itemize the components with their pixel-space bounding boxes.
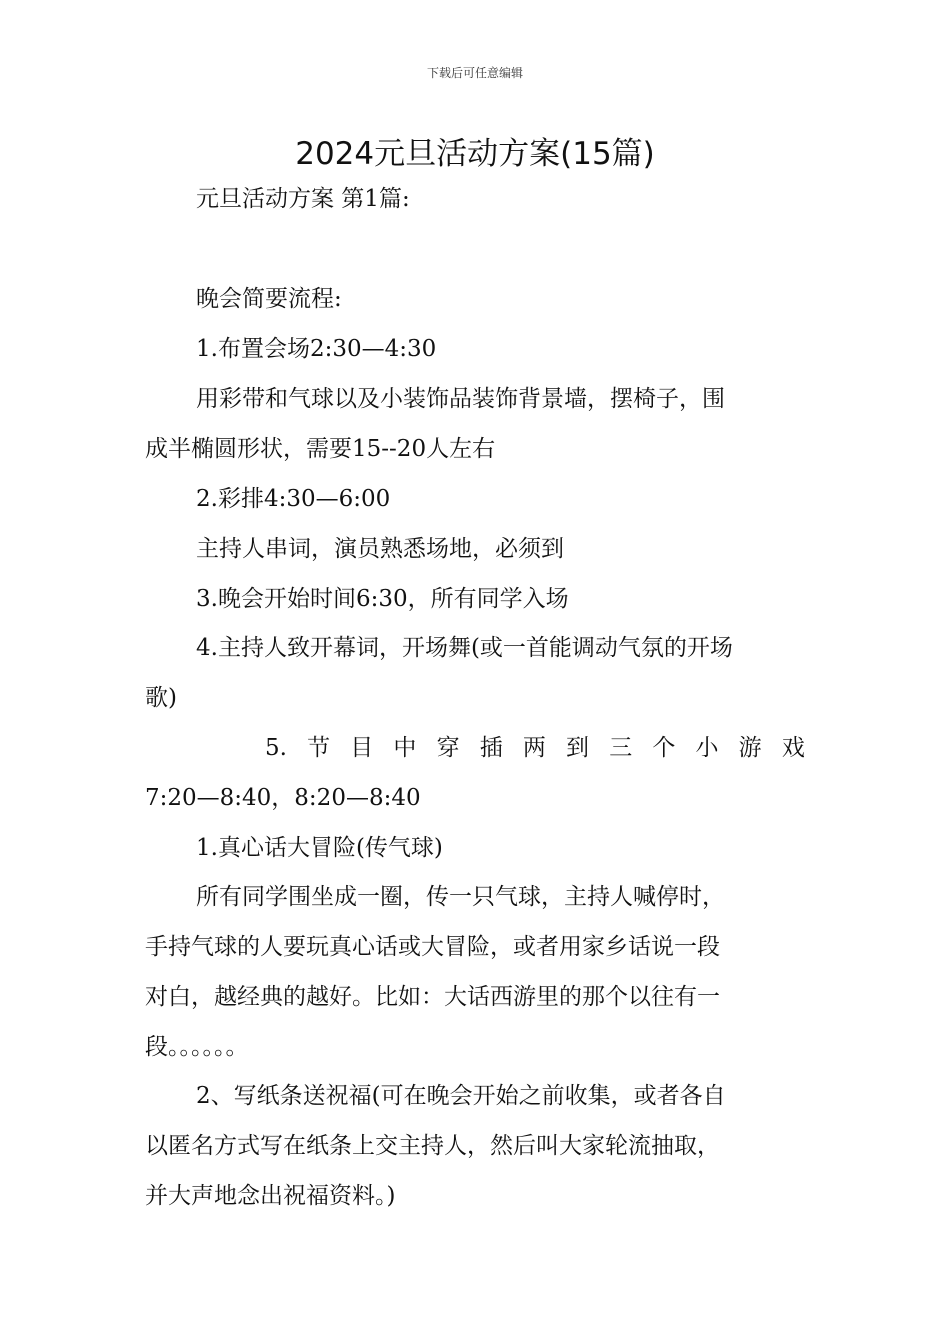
spaced-word: 目 — [350, 735, 374, 761]
section-heading: 元旦活动方案 第1篇: — [196, 186, 410, 212]
paragraph-line: 4.主持人致开幕词，开场舞(或一首能调动气氛的开场 — [196, 635, 733, 661]
spaced-word: 戏 — [781, 735, 805, 761]
spaced-word: 个 — [652, 735, 676, 761]
paragraph-line: 歌) — [145, 685, 177, 711]
paragraph-line: 以匿名方式写在纸条上交主持人，然后叫大家轮流抽取， — [145, 1133, 720, 1159]
spaced-word: 到 — [566, 735, 590, 761]
spaced-word: 小 — [695, 735, 719, 761]
spaced-word: 穿 — [436, 735, 460, 761]
spaced-paragraph-line — [145, 733, 805, 763]
paragraph-line: 段。。。。。。 — [145, 1034, 249, 1060]
paragraph-line: 1.真心话大冒险(传气球) — [196, 835, 443, 861]
paragraph-line: 所有同学围坐成一圈，传一只气球，主持人喊停时， — [196, 884, 725, 910]
spaced-word: 中 — [393, 735, 417, 761]
paragraph-line: 用彩带和气球以及小装饰品装饰背景墙，摆椅子，围 — [196, 386, 725, 412]
paragraph-line: 对白，越经典的越好。比如：大话西游里的那个以往有一 — [145, 984, 720, 1010]
spaced-word: 三 — [609, 735, 633, 761]
spaced-word: 节 — [307, 735, 331, 761]
spaced-word: 5. — [265, 735, 287, 761]
paragraph-line: 3.晚会开始时间6:30，所有同学入场 — [196, 586, 569, 612]
page-title: 2024元旦活动方案(15篇) — [295, 136, 655, 172]
spaced-word: 两 — [522, 735, 546, 761]
paragraph-line: 主持人串词，演员熟悉场地，必须到 — [196, 536, 564, 562]
paragraph-line: 7:20—8:40，8:20—8:40 — [145, 785, 421, 811]
paragraph-line: 并大声地念出祝福资料。) — [145, 1183, 396, 1209]
paragraph-line: 手持气球的人要玩真心话或大冒险，或者用家乡话说一段 — [145, 934, 720, 960]
header-note: 下载后可任意编辑 — [426, 66, 523, 80]
spaced-word: 游 — [738, 735, 762, 761]
spaced-word: 插 — [479, 735, 503, 761]
paragraph-line: 1.布置会场2:30—4:30 — [196, 336, 437, 362]
paragraph-line: 成半椭圆形状，需要15--20人左右 — [145, 436, 496, 462]
paragraph-line: 2、写纸条送祝福(可在晚会开始之前收集，或者各自 — [196, 1083, 726, 1109]
paragraph-line: 2.彩排4:30—6:00 — [196, 486, 391, 512]
paragraph-line: 晚会简要流程: — [196, 286, 342, 312]
